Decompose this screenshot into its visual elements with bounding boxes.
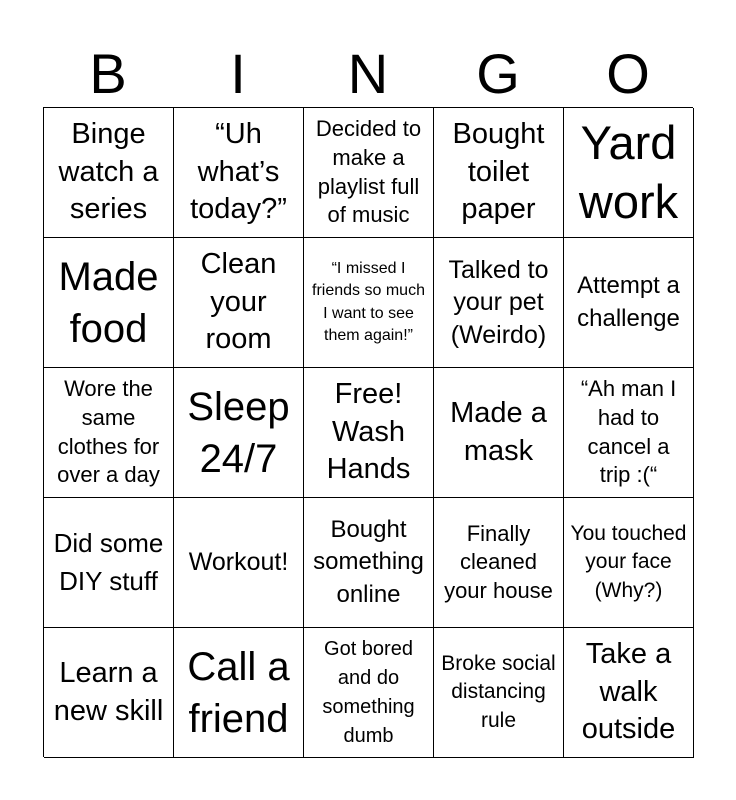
bingo-cell-r5c3[interactable] xyxy=(304,628,434,758)
cell-text: Free! Wash Hands xyxy=(326,377,411,486)
cell-text: Take a walk outside xyxy=(581,637,676,746)
cell-text: Made a mask xyxy=(450,396,547,467)
bingo-cell-r5c1[interactable] xyxy=(44,628,174,758)
bingo-cell-r3c5[interactable] xyxy=(564,368,694,498)
bingo-cell-r4c3[interactable] xyxy=(304,498,434,628)
bingo-cell-r5c2[interactable] xyxy=(174,628,304,758)
cell-text: You touched your face (Why?) xyxy=(570,521,687,602)
bingo-cell-r5c5[interactable] xyxy=(564,628,694,758)
bingo-cell-r1c1[interactable] xyxy=(44,108,174,238)
cell-text: Made food xyxy=(58,254,159,351)
bingo-cell-r3c2[interactable] xyxy=(174,368,304,498)
cell-text: Binge watch a series xyxy=(58,117,159,226)
bingo-cell-r4c2[interactable] xyxy=(174,498,304,628)
cell-text: Bought something online xyxy=(313,515,424,608)
cell-text: Sleep 24/7 xyxy=(187,384,290,481)
cell-text: Bought toilet paper xyxy=(452,117,545,226)
cell-text: Talked to your pet (Weirdo) xyxy=(448,255,549,349)
header-letter-n: N xyxy=(347,42,389,105)
bingo-cell-r2c1[interactable] xyxy=(44,238,174,368)
bingo-cell-free[interactable] xyxy=(304,368,434,498)
cell-text: Workout! xyxy=(188,548,289,577)
bingo-cell-r2c4[interactable] xyxy=(434,238,564,368)
bingo-cell-r1c2[interactable] xyxy=(174,108,304,238)
header-letter-i: I xyxy=(230,42,246,105)
bingo-cell-r3c4[interactable] xyxy=(434,368,564,498)
cell-text: Call a friend xyxy=(187,644,290,741)
bingo-cell-r4c4[interactable] xyxy=(434,498,564,628)
bingo-cell-r4c5[interactable] xyxy=(564,498,694,628)
header-letter-g: G xyxy=(476,42,520,105)
cell-text: “Uh what’s today?” xyxy=(190,117,287,226)
bingo-board xyxy=(43,107,693,757)
bingo-cell-r1c3[interactable] xyxy=(304,108,434,238)
cell-text: Finally cleaned your house xyxy=(444,520,553,603)
cell-text: Broke social distancing rule xyxy=(441,651,556,732)
header-letter-b: B xyxy=(89,42,127,105)
cell-text: Did some DIY stuff xyxy=(53,527,164,596)
bingo-cell-r1c5[interactable] xyxy=(564,108,694,238)
cell-text: Clean your room xyxy=(200,247,277,356)
cell-text: Decided to make a playlist full of music xyxy=(315,116,422,228)
bingo-header xyxy=(43,40,693,108)
bingo-cell-r4c1[interactable] xyxy=(44,498,174,628)
cell-text: Attempt a challenge xyxy=(577,272,680,332)
cell-text: Wore the same clothes for over a day xyxy=(57,376,160,488)
bingo-cell-r1c4[interactable] xyxy=(434,108,564,238)
bingo-cell-r2c5[interactable] xyxy=(564,238,694,368)
bingo-cell-r2c3[interactable] xyxy=(304,238,434,368)
cell-text: Yard work xyxy=(578,115,679,228)
cell-text: “Ah man I had to cancel a trip :(“ xyxy=(580,376,677,488)
header-letter-o: O xyxy=(606,42,650,105)
bingo-cell-r3c1[interactable] xyxy=(44,368,174,498)
cell-text: “I missed I friends so much I want to see them again!” xyxy=(312,259,425,344)
bingo-cell-r2c2[interactable] xyxy=(174,238,304,368)
bingo-cell-r5c4[interactable] xyxy=(434,628,564,758)
cell-text: Learn a new skill xyxy=(53,656,164,727)
cell-text: Got bored and do something dumb xyxy=(322,637,415,747)
